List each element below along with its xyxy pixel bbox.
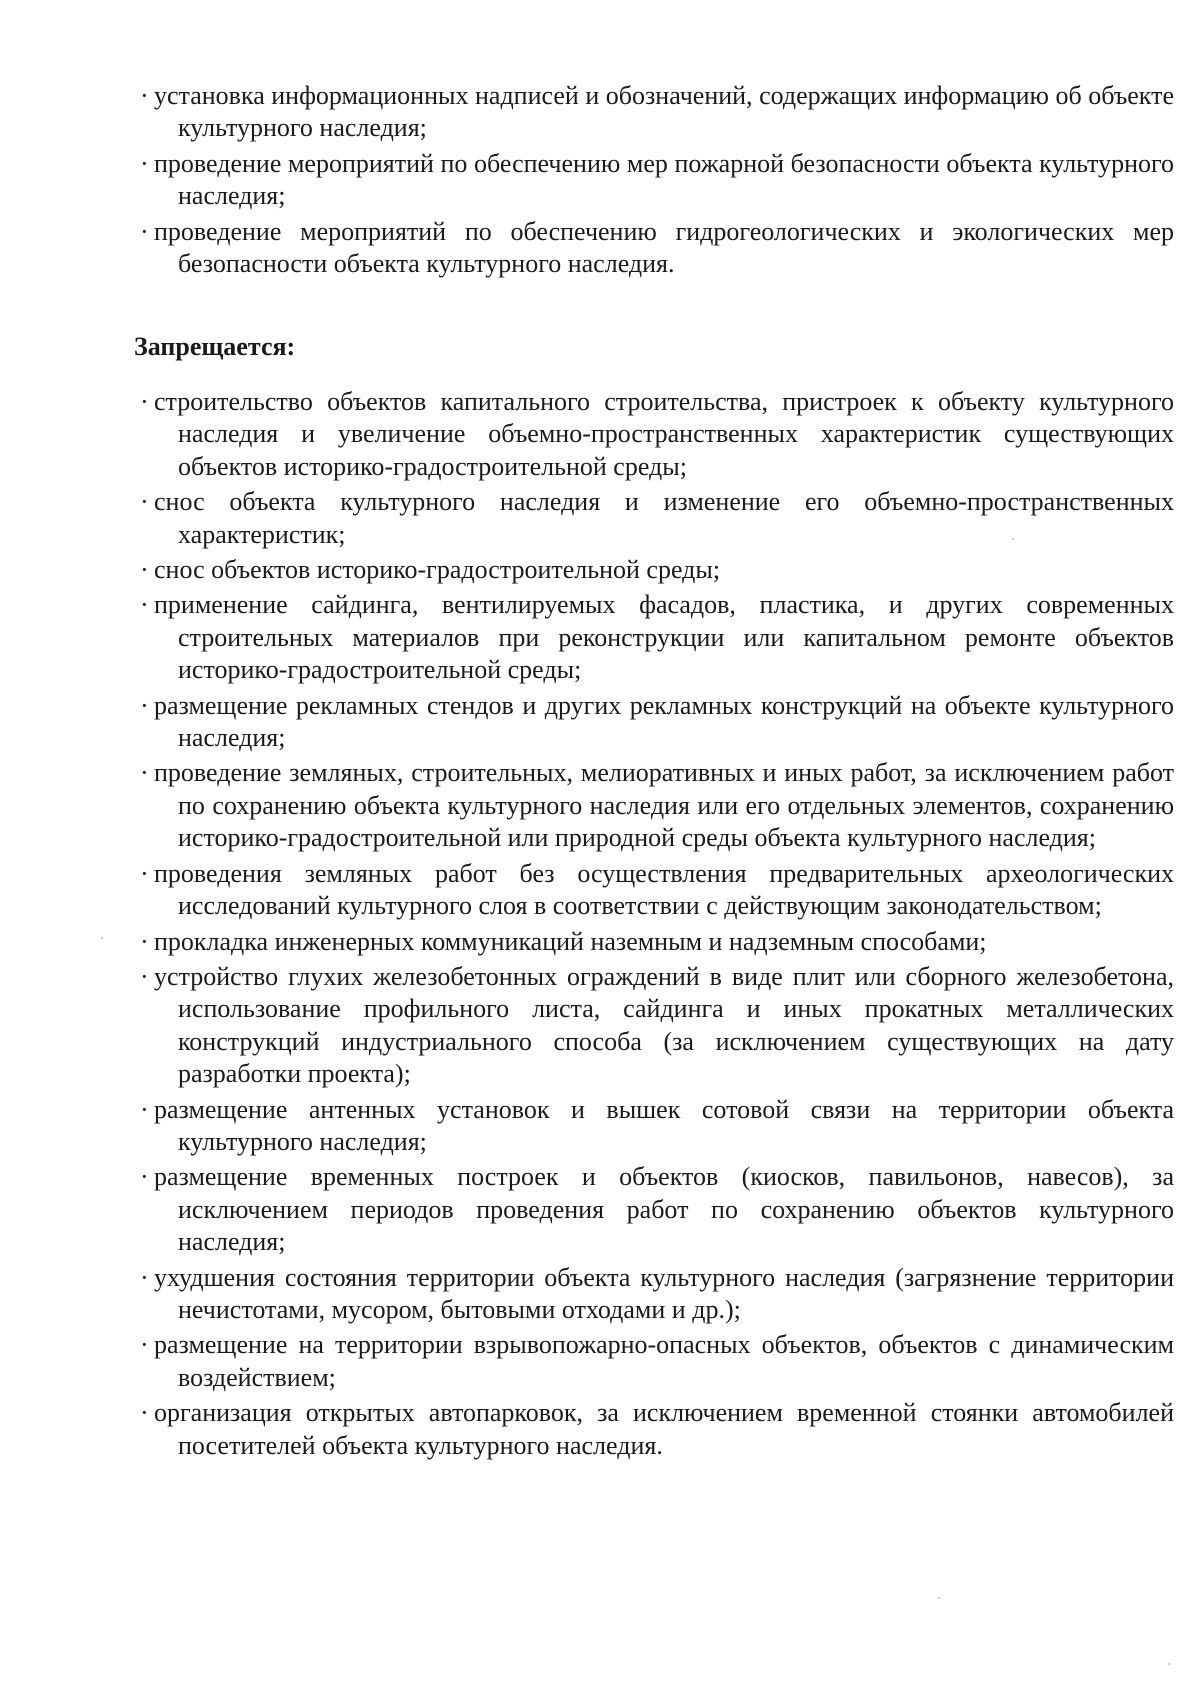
bullet-marker: ·: [140, 758, 149, 788]
bullet-marker: ·: [140, 1162, 149, 1192]
list-item: [140, 386, 1174, 483]
list-item-text: проведение земляных, строительных, мелиоративных и иных работ, за исключением работ по сохранению объекта культурного наследия или его отдельных элементов, сохранению историко-градостроительной или природной среды объекта культурного наследия;: [154, 758, 1174, 853]
list-item-text: применение сайдинга, вентилируемых фасадов, пластика, и других современных строительных материалов при реконструкции или капитальном ремонте объектов историко-градостроительной среды;: [154, 590, 1174, 685]
list-item-text: устройство глухих железобетонных ограждений в виде плит или сборного железобетона, использование профильного листа, сайдинга и иных прокатных металлических конструкций индустриального способа (за исключением существующих на дату разработки проекта);: [154, 961, 1174, 1089]
list-item-text: проведения земляных работ без осуществления предварительных археологических исследований культурного слоя в соответствии с действующим законодательством;: [154, 858, 1174, 921]
list-item: [140, 690, 1174, 755]
bullet-marker: ·: [140, 387, 149, 416]
list-item: [140, 1094, 1174, 1159]
scan-speck: [101, 937, 103, 939]
bullet-marker: ·: [140, 81, 149, 110]
bullet-marker: ·: [140, 148, 149, 178]
list-item-text: ухудшения состояния территории объекта культурного наследия (загрязнение территории нечистотами, мусором, бытовыми отходами и др.);: [154, 1262, 1174, 1324]
bullet-marker: ·: [140, 926, 149, 956]
list-item: [140, 80, 1174, 145]
list-item-text: прокладка инженерных коммуникаций наземным и надземным способами;: [154, 926, 987, 956]
list-item: [140, 589, 1174, 686]
bullet-marker: ·: [140, 487, 149, 517]
list-item: [140, 757, 1174, 854]
scan-speck: [1012, 538, 1014, 540]
bullet-marker: ·: [140, 1094, 149, 1124]
list-item-text: размещение на территории взрывопожарно-опасных объектов, объектов с динамическим воздействием;: [154, 1330, 1174, 1392]
bullet-marker: ·: [140, 555, 149, 585]
bullet-marker: ·: [140, 1398, 149, 1428]
bullet-marker: ·: [140, 590, 149, 620]
list-item-text: строительство объектов капитального строительства, пристроек к объекту культурного наследия и увеличение объемно-пространственных характеристик существующих объектов историко-градостроительной среды;: [154, 387, 1174, 481]
list-item: [140, 858, 1174, 923]
list-item-text: снос объектов историко-градостроительной среды;: [154, 555, 721, 585]
forbidden-heading: Запрещается:: [134, 332, 296, 361]
forbidden-list: [140, 386, 1174, 1465]
permitted-measures-list: [140, 80, 1174, 283]
list-item: [140, 1262, 1174, 1327]
scan-speck: [1168, 1663, 1170, 1665]
bullet-marker: ·: [140, 858, 149, 888]
list-item: [140, 961, 1174, 1091]
list-item-text: размещение антенных установок и вышек сотовой связи на территории объекта культурного наследия;: [154, 1094, 1174, 1156]
list-item-text: установка информационных надписей и обозначений, содержащих информацию об объекте культурного наследия;: [154, 81, 1174, 143]
bullet-marker: ·: [140, 690, 149, 720]
list-item-text: проведение мероприятий по обеспечению гидрогеологических и экологических мер безопасности объекта культурного наследия.: [154, 216, 1174, 279]
bullet-marker: ·: [140, 961, 149, 991]
list-item: [140, 216, 1174, 281]
list-item: [140, 1161, 1174, 1258]
list-item: [140, 1329, 1174, 1394]
bullet-marker: ·: [140, 1262, 149, 1292]
list-item-text: организация открытых автопарковок, за исключением временной стоянки автомобилей посетителей объекта культурного наследия.: [154, 1398, 1174, 1460]
list-item: [140, 148, 1174, 213]
bullet-marker: ·: [140, 1330, 149, 1360]
list-item-text: размещение рекламных стендов и других рекламных конструкций на объекте культурного наследия;: [154, 690, 1174, 753]
list-item-text: снос объекта культурного наследия и изменение его объемно-пространственных характеристик;: [154, 487, 1174, 549]
bullet-marker: ·: [140, 216, 149, 246]
list-item: [140, 1397, 1174, 1462]
list-item-text: размещение временных построек и объектов (киосков, павильонов, навесов), за исключением периодов проведения работ по сохранению объектов культурного наследия;: [154, 1162, 1174, 1257]
scan-speck: [938, 1597, 940, 1599]
list-item: [140, 926, 1174, 958]
list-item: [140, 554, 1174, 586]
list-item-text: проведение мероприятий по обеспечению мер пожарной безопасности объекта культурного наследия;: [154, 148, 1174, 211]
list-item: [140, 486, 1174, 551]
